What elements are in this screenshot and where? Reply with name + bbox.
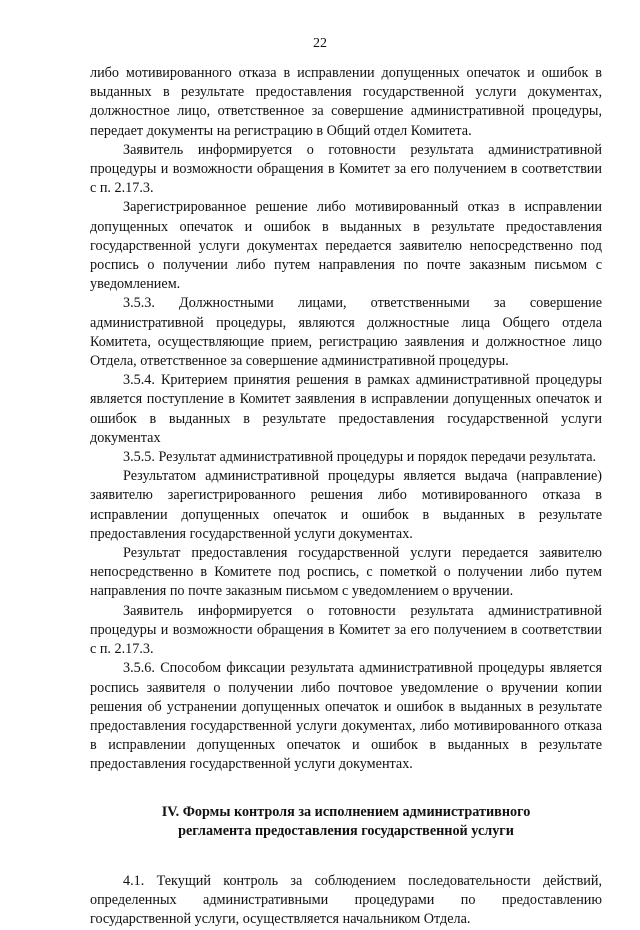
section-heading bbox=[90, 803, 602, 841]
page-number: 22 bbox=[313, 36, 327, 51]
paragraph: Результат предоставления государственной услуги передается заявителю непосредственно в Комитете под роспись, с пометкой о получении либо путем направления по почте заказным письмом с уведомлением о вручении. bbox=[90, 545, 602, 600]
paragraph: 3.5.3. Должностными лицами, ответственными за совершение административной процедуры, являются должностные лица Общего отдела Комитета, осуществляющие прием, регистрацию заявления и должностное лицо Отдела, ответственное за совершение административной процедуры. bbox=[90, 295, 602, 370]
paragraph: либо мотивированного отказа в исправлении допущенных опечаток и ошибок в выданных в результате предоставления государственной услуги документах, должностное лицо, ответственное за совершение административной процедуры, передает документы на регистрацию в Общий отдел Комитета. bbox=[90, 65, 602, 139]
paragraph: Результатом административной процедуры является выдача (направление) заявителю зарегистрированного решения либо мотивированного отказа в исправлении допущенных опечаток и ошибок в выданных в результате предоставления государственной услуги документах. bbox=[90, 468, 602, 542]
paragraph: 3.5.6. Способом фиксации результата административной процедуры является роспись заявителя о получении либо почтовое уведомление о вручении копии решения об устранении допущенных опечаток и ошибок в выданных в результате предоставления государственной услуги документах, либо мотивированного отказа в исправлении допущенных опечаток и ошибок в выданных в результате предоставления государственной услуги документах. bbox=[90, 660, 602, 773]
section-heading-line-1: IV. Формы контроля за исполнением административного bbox=[161, 803, 531, 820]
paragraph: 4.1. Текущий контроль за соблюдением последовательности действий, определенных административными процедурами по предоставлению государственной услуги, осуществляется начальником Отдела. bbox=[90, 872, 602, 928]
document-body bbox=[90, 64, 602, 930]
paragraph: Заявитель информируется о готовности результата административной процедуры и возможности обращения в Комитет за его получением в соответствии с п. 2.17.3. bbox=[90, 141, 602, 197]
paragraph: 3.5.5. Результат административной процедуры и порядок передачи результата. bbox=[123, 449, 597, 466]
paragraph: Заявитель информируется о готовности результата административной процедуры и возможности обращения в Комитет за его получением в соответствии с п. 2.17.3. bbox=[90, 602, 602, 658]
paragraph: 3.5.4. Критерием принятия решения в рамках административной процедуры является поступление в Комитет заявления в исправлении допущенных опечаток и ошибок в выданных в результате предоставления государственной услуги документах bbox=[90, 372, 602, 446]
paragraph: Зарегистрированное решение либо мотивированный отказ в исправлении допущенных опечаток и ошибок в выданных в результате предоставления государственной услуги документах передается заявителю непосредственно под роспись о получении либо путем направления по почте заказным письмом с уведомлением. bbox=[90, 199, 602, 293]
section-heading-line-2: регламента предоставления государственной услуги bbox=[178, 822, 514, 839]
